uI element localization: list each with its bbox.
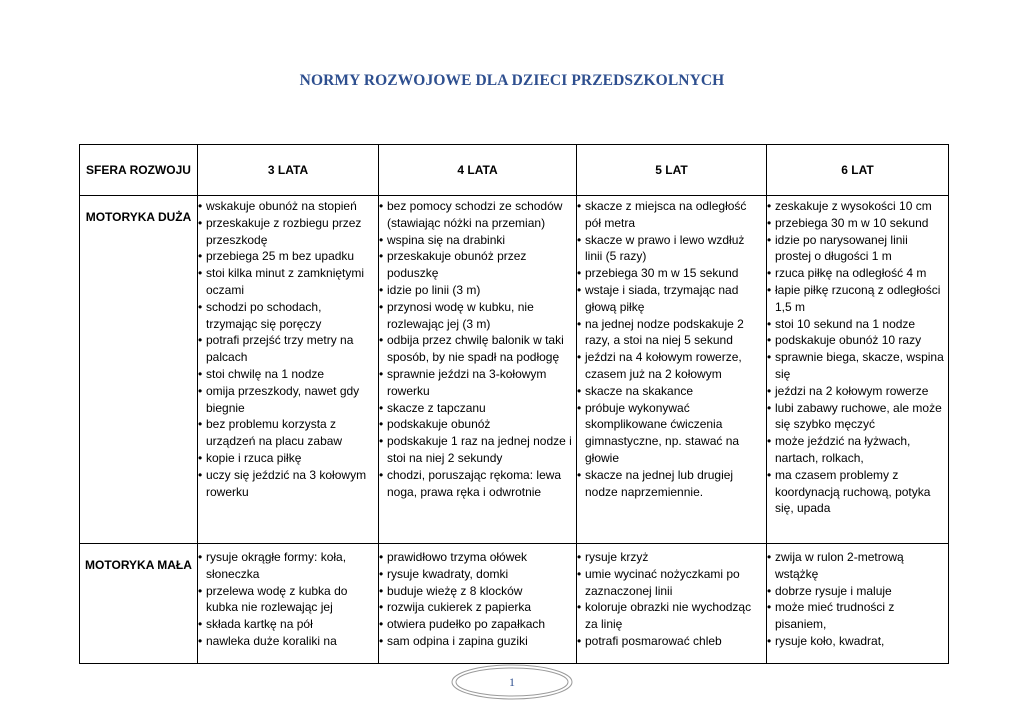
skill-item: • przebiega 30 m w 15 sekund [577,265,763,282]
skill-item: • omija przeszkody, nawet gdy biegnie [198,383,375,417]
skill-item: • jeździ na 2 kołowym rowerze [767,383,945,400]
skill-list [577,549,766,650]
skill-list [577,198,766,500]
skill-list [767,198,948,517]
skill-list [379,549,576,650]
skill-item: • koloruje obrazki nie wychodząc za linię [577,599,763,633]
skill-item: • podskakuje obunóż [379,416,573,433]
skill-item: • zwija w rulon 2-metrową wstążkę [767,549,945,583]
skill-item: • bez problemu korzysta z urządzeń na placu zabaw [198,416,375,450]
skill-item: • przebiega 25 m bez upadku [198,248,375,265]
skill-item: • sprawnie biega, skacze, wspina się [767,349,945,383]
skill-item: • próbuje wykonywać skomplikowane ćwiczenia gimnastyczne, np. stawać na głowie [577,400,763,467]
page-number: 1 [509,675,515,689]
cell-duza-4-lata [379,196,577,544]
skill-item: • przeskakuje obunóż przez poduszkę [379,248,573,282]
skill-item: • nawleka duże koraliki na [198,633,375,650]
skill-item: • składa kartkę na pół [198,616,375,633]
table-row [80,544,949,664]
skill-item: • rysuje kwadraty, domki [379,566,573,583]
skill-item: • przelewa wodę z kubka do kubka nie rozlewając jej [198,583,375,617]
skill-item: • umie wycinać nożyczkami po zaznaczonej linii [577,566,763,600]
skill-list [198,198,378,500]
table-row [80,196,949,544]
cell-mala-6-lat [767,544,949,664]
skill-item: • skacze na jednej lub drugiej nodze naprzemiennie. [577,467,763,501]
cell-duza-5-lat [577,196,767,544]
skill-item: • przebiega 30 m w 10 sekund [767,215,945,232]
skill-item: • ma czasem problemy z koordynacją ruchową, potyka się, upada [767,467,945,517]
skill-item: • stoi 10 sekund na 1 nodze [767,316,945,333]
cell-duza-3-lata [198,196,379,544]
skill-list [767,549,948,650]
skill-item: • lubi zabawy ruchowe, ale może się szybko męczyć [767,400,945,434]
skill-item: • uczy się jeździć na 3 kołowym rowerku [198,467,375,501]
skill-item: • na jednej nodze podskakuje 2 razy, a stoi na niej 5 sekund [577,316,763,350]
skill-item: • skacze na skakance [577,383,763,400]
page-number-badge [450,662,574,702]
skill-item: • prawidłowo trzyma ołówek [379,549,573,566]
skill-item: • skacze z miejsca na odległość pół metra [577,198,763,232]
skill-item: • wskakuje obunóż na stopień [198,198,375,215]
skill-item: • odbija przez chwilę balonik w taki sposób, by nie spadł na podłogę [379,332,573,366]
skill-item: • rysuje krzyż [577,549,763,566]
skill-item: • skacze w prawo i lewo wzdłuż linii (5 razy) [577,232,763,266]
skill-item: • jeździ na 4 kołowym rowerze, czasem już na 2 kołowym [577,349,763,383]
cell-mala-3-lata [198,544,379,664]
skill-item: • przynosi wodę w kubku, nie rozlewając jej (3 m) [379,299,573,333]
skill-item: • może mieć trudności z pisaniem, [767,599,945,633]
table-header-row [80,145,949,196]
development-norms-table [79,144,949,664]
header-5-years: 5 LAT [577,145,767,196]
skill-item: • sprawnie jeździ na 3-kołowym rowerku [379,366,573,400]
skill-item: • wstaje i siada, trzymając nad głową piłkę [577,282,763,316]
skill-item: • schodzi po schodach, trzymając się poręczy [198,299,375,333]
skill-item: • kopie i rzuca piłkę [198,450,375,467]
header-6-years: 6 LAT [767,145,949,196]
skill-item: • łapie piłkę rzuconą z odległości 1,5 m [767,282,945,316]
skill-item: • przeskakuje z rozbiegu przez przeszkodę [198,215,375,249]
skill-item: • rysuje koło, kwadrat, [767,633,945,650]
skill-item: • podskakuje obunóż 10 razy [767,332,945,349]
skill-item: • buduje wieżę z 8 klocków [379,583,573,600]
skill-item: • stoi chwilę na 1 nodze [198,366,375,383]
row-label-motoryka-duza: MOTORYKA DUŻA [80,196,198,544]
header-sphere: SFERA ROZWOJU [80,145,198,196]
skill-item: • potrafi przejść trzy metry na palcach [198,332,375,366]
cell-mala-5-lat [577,544,767,664]
skill-item: • zeskakuje z wysokości 10 cm [767,198,945,215]
skill-item: • chodzi, poruszając rękoma: lewa noga, prawa ręka i odwrotnie [379,467,573,501]
skill-item: • bez pomocy schodzi ze schodów (stawiając nóżki na przemian) [379,198,573,232]
skill-item: • skacze z tapczanu [379,400,573,417]
row-label-motoryka-mala: MOTORYKA MAŁA [80,544,198,664]
skill-item: • sam odpina i zapina guziki [379,633,573,650]
skill-item: • wspina się na drabinki [379,232,573,249]
skill-item: • rysuje okrągłe formy: koła, słoneczka [198,549,375,583]
skill-item: • dobrze rysuje i maluje [767,583,945,600]
skill-item: • idzie po narysowanej linii prostej o długości 1 m [767,232,945,266]
header-3-years: 3 LATA [198,145,379,196]
skill-list [198,549,378,650]
skill-item: • potrafi posmarować chleb [577,633,763,650]
skill-item: • otwiera pudełko po zapałkach [379,616,573,633]
page-title: NORMY ROZWOJOWE DLA DZIECI PRZEDSZKOLNYCH [299,72,725,89]
header-4-years: 4 LATA [379,145,577,196]
skill-item: • rzuca piłkę na odległość 4 m [767,265,945,282]
skill-item: • może jeździć na łyżwach, nartach, rolkach, [767,433,945,467]
skill-list [379,198,576,500]
skill-item: • podskakuje 1 raz na jednej nodze i stoi na niej 2 sekundy [379,433,573,467]
cell-mala-4-lata [379,544,577,664]
skill-item: • rozwija cukierek z papierka [379,599,573,616]
skill-item: • stoi kilka minut z zamkniętymi oczami [198,265,375,299]
skill-item: • idzie po linii (3 m) [379,282,573,299]
cell-duza-6-lat [767,196,949,544]
